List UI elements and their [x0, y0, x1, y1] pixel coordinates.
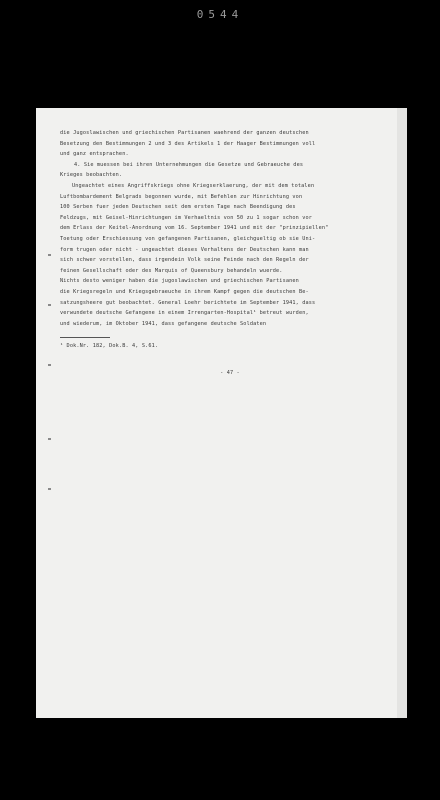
text-line: Feldzugs, mit Geisel-Hinrichtungen im Verhaeltnis von 50 zu 1 sogar schon vor: [60, 214, 313, 221]
footnote: ¹ Dok.Nr. 182, Dok.B. 4, S.61.: [60, 343, 159, 350]
text-line: Besetzung den Bestimmungen 2 und 3 des Artikels 1 der Haager Bestimmungen voll: [60, 140, 316, 147]
text-line: form trugen oder nicht - ungeachtet dieses Verhaltens der Deutschen kann man: [60, 246, 309, 253]
document-page: [36, 108, 407, 718]
text-line: die Jugoslawischen und griechischen Partisanen waehrend der ganzen deutschen: [60, 130, 309, 136]
text-line: satzungsheere gut beobachtet. General Loehr berichtete im September 1941, dass: [60, 299, 316, 306]
margin-mark: [48, 254, 51, 256]
document-body: [60, 128, 400, 378]
margin-mark: [48, 304, 51, 306]
text-line: und ganz entsprachen.: [60, 151, 129, 158]
text-line: Luftbombardement Belgrads begonnen wurde, mit Befehlen zur Hinrichtung von: [60, 193, 303, 200]
text-line: die Kriegsregeln und Kriegsgebraeuche in ihrem Kampf gegen die deutschen Be-: [60, 288, 309, 295]
text-line: Toetung oder Erschiessung von gefangenen Partisanen, gleichgueltig ob sie Uni-: [60, 235, 316, 242]
text-line: Ungeachtet eines Angriffskriegs ohne Kriegserklaerung, der mit dem totalen: [72, 182, 315, 189]
text-line: sich schwer vorstellen, dass irgendein Volk seine Feinde nach den Regeln der: [60, 257, 309, 264]
margin-mark: [48, 438, 51, 440]
text-line: Krieges beobachten.: [60, 172, 123, 179]
text-line: 100 Serben fuer jeden Deutschen seit dem ersten Tage nach Beendigung des: [60, 204, 296, 211]
text-line: dem Erlass der Keitel-Anordnung vom 16. September 1941 und mit der "prinzipiellen": [60, 225, 329, 232]
film-frame-number: 0544: [196, 8, 244, 21]
text-line: 4. Sie muessen bei ihren Unternehmungen die Gesetze und Gebraeuche des: [74, 161, 304, 168]
margin-mark: [48, 488, 51, 490]
margin-mark: [48, 364, 51, 366]
text-line: Nichts desto weniger haben die jugoslawischen und griechischen Partisanen: [60, 278, 299, 285]
footnote-rule: [60, 337, 110, 338]
text-line: feinen Gesellschaft oder des Marquis of Queensbury behandeln wuerde.: [60, 267, 283, 274]
text-line: verwundete deutsche Gefangene in einem Irrengarten-Hospital¹ betreut wurden,: [60, 310, 309, 317]
text-line: und wiederum, im Oktober 1941, dass gefangene deutsche Soldaten: [60, 320, 267, 327]
page-number: - 47 -: [220, 369, 240, 376]
